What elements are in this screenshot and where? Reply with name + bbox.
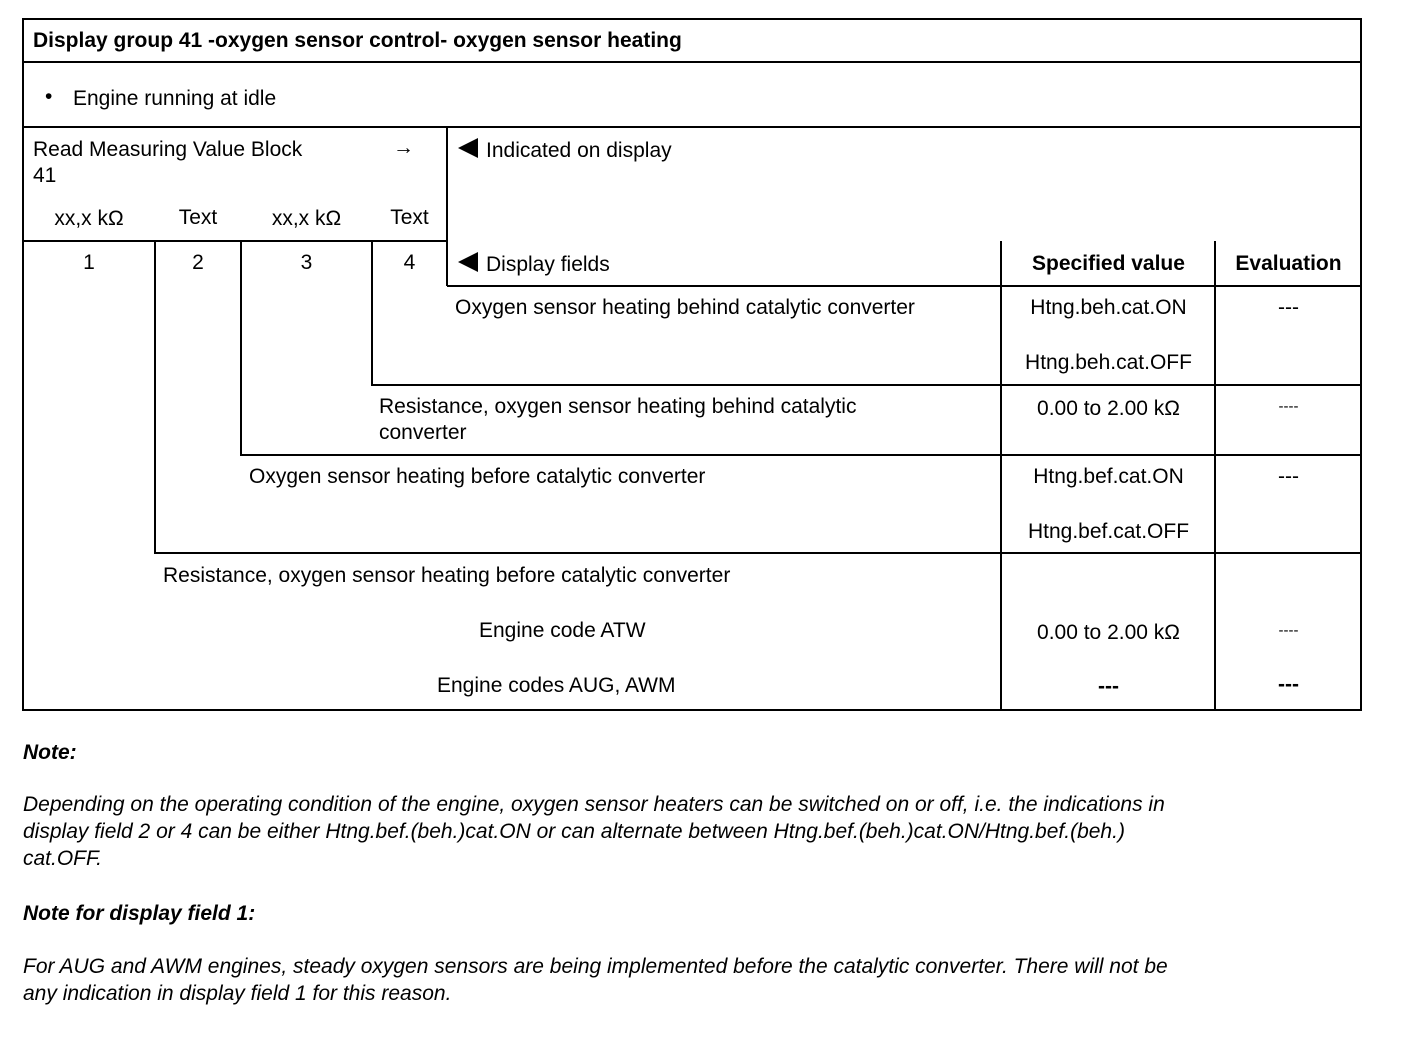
read-block-number: 41 xyxy=(33,164,57,187)
note-heading: Note for display field 1: xyxy=(23,902,256,925)
table-border-bottom xyxy=(23,709,1362,711)
indicated-on-display xyxy=(458,138,672,164)
specified-value: Htng.beh.cat.ON xyxy=(1030,296,1187,319)
format-field-2: Text xyxy=(178,206,218,229)
field-number-4: 4 xyxy=(403,251,416,274)
note-line: cat.OFF. xyxy=(23,847,102,870)
divider xyxy=(154,241,156,554)
note-line: For AUG and AWM engines, steady oxygen sensors are being implemented before the catalytic converter. There will not be xyxy=(23,955,1168,978)
indicated-on-display-label: Indicated on display xyxy=(486,139,672,162)
specified-value: --- xyxy=(1098,675,1119,698)
format-field-3: xx,x kΩ xyxy=(271,207,342,230)
row-description: converter xyxy=(379,421,467,444)
evaluation-value: ---- xyxy=(1278,622,1299,639)
row-description: Oxygen sensor heating behind catalytic converter xyxy=(455,296,915,319)
divider xyxy=(447,285,1362,287)
table-border-top xyxy=(23,18,1362,20)
triangle-left-icon xyxy=(458,252,478,272)
page-title: Display group 41 -oxygen sensor control- oxygen sensor heating xyxy=(33,29,682,52)
row-description: Resistance, oxygen sensor heating behind catalytic xyxy=(379,395,857,418)
note-line: display field 2 or 4 can be either Htng.bef.(beh.)cat.ON or can alternate between Htng.bef.(beh.)cat.ON/Htng.bef.(beh.) xyxy=(23,820,1125,843)
divider xyxy=(23,61,1362,63)
evaluation-value: ---- xyxy=(1278,398,1299,415)
triangle-left-icon xyxy=(458,138,478,158)
field-number-2: 2 xyxy=(192,251,204,274)
evaluation-value: --- xyxy=(1278,296,1299,319)
evaluation-value: --- xyxy=(1278,673,1299,696)
row-description: Oxygen sensor heating before catalytic converter xyxy=(249,465,706,488)
field-number-3: 3 xyxy=(300,251,313,274)
note-body xyxy=(23,791,1353,872)
display-fields-header xyxy=(458,252,610,278)
divider xyxy=(23,240,447,242)
sub-row-label: Engine codes AUG, AWM xyxy=(437,674,676,697)
row-description: Resistance, oxygen sensor heating before catalytic converter xyxy=(163,564,731,587)
note-body xyxy=(23,953,1353,1007)
divider xyxy=(154,552,1362,554)
divider xyxy=(240,454,1362,456)
divider xyxy=(23,126,1362,128)
note-line: Depending on the operating condition of the engine, oxygen sensor heaters can be switched on or off, i.e. the indications in xyxy=(23,793,1165,816)
specified-value: Htng.beh.cat.OFF xyxy=(1025,351,1192,374)
evaluation-value: --- xyxy=(1278,465,1299,488)
sub-row-label: Engine code ATW xyxy=(479,619,646,642)
evaluation-header: Evaluation xyxy=(1235,252,1342,275)
display-fields-label: Display fields xyxy=(486,253,610,276)
specified-value: 0.00 to 2.00 kΩ xyxy=(1037,397,1180,420)
format-field-4: Text xyxy=(390,206,429,229)
note-heading: Note: xyxy=(23,741,77,764)
table-border-right xyxy=(1360,18,1362,711)
field-number-1: 1 xyxy=(83,251,95,274)
note-line: any indication in display field 1 for this reason. xyxy=(23,982,452,1005)
bullet: • xyxy=(45,85,53,108)
format-field-1: xx,x kΩ xyxy=(54,207,124,230)
divider xyxy=(371,384,1362,386)
read-block-label: Read Measuring Value Block xyxy=(33,138,303,161)
specified-value: Htng.bef.cat.ON xyxy=(1033,465,1184,488)
specified-value: Htng.bef.cat.OFF xyxy=(1027,520,1190,543)
specified-value: 0.00 to 2.00 kΩ xyxy=(1037,621,1180,644)
table-border-left xyxy=(22,18,24,711)
arrow-right-icon: → xyxy=(393,136,414,159)
specified-value-header: Specified value xyxy=(1032,252,1185,275)
precondition-text: Engine running at idle xyxy=(73,87,277,110)
